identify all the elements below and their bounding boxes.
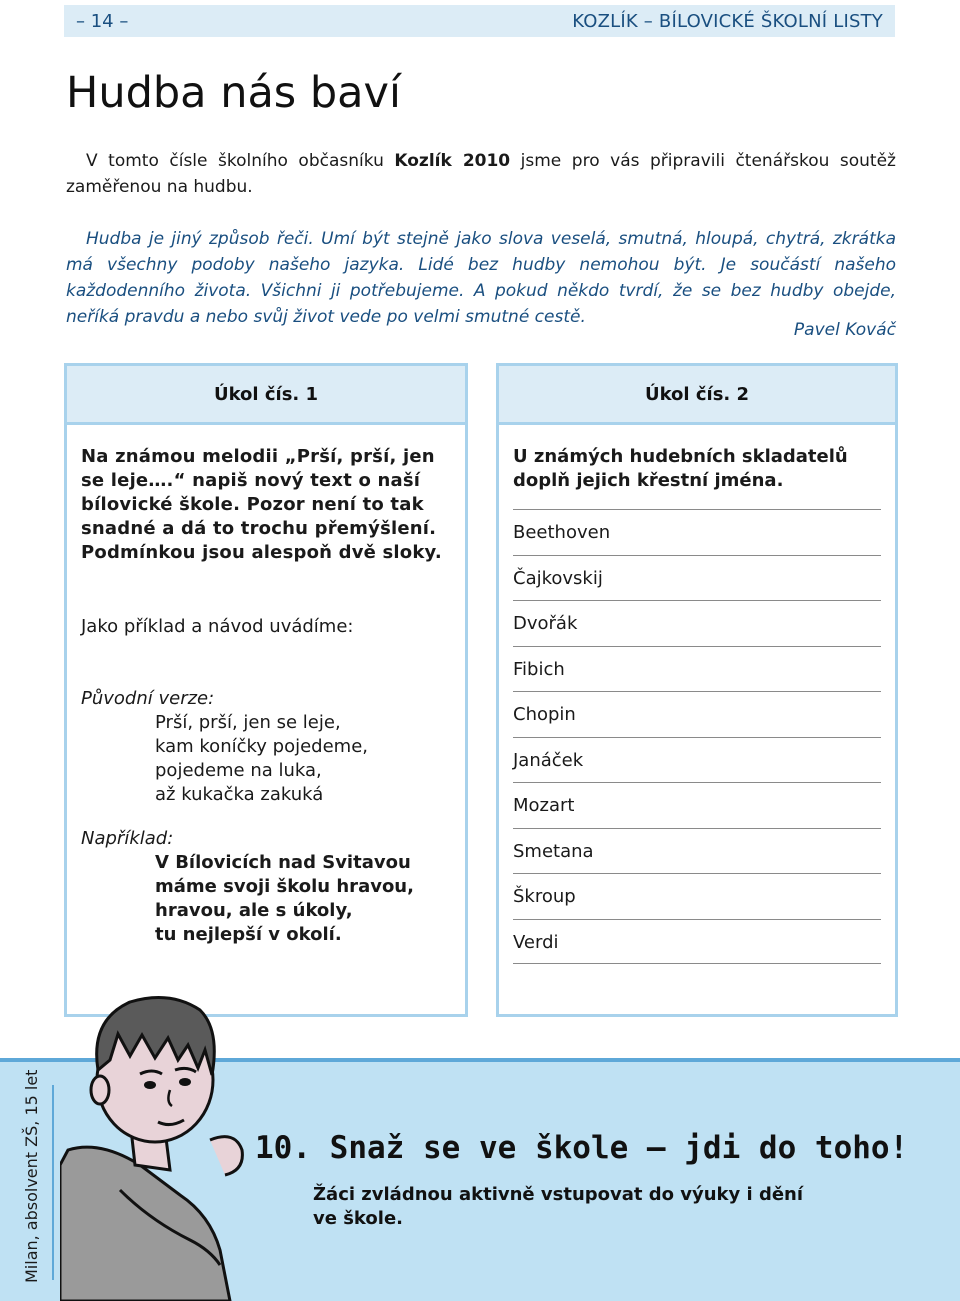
band-heading: 10. Snaž se ve škole – jdi do toho!: [255, 1130, 909, 1166]
example-intro: Jako příklad a návod uvádíme:: [81, 616, 354, 637]
task-2-heading: Úkol čís. 2: [499, 366, 895, 425]
composer-item: [513, 873, 881, 919]
example-label: Například:: [81, 828, 174, 849]
example-verse-line: máme svoji školu hravou,: [155, 876, 414, 897]
composer-item: [513, 782, 881, 828]
composer-name: Smetana: [513, 840, 594, 862]
side-divider: [52, 1085, 54, 1280]
composer-name: Čajkovskij: [513, 567, 603, 589]
composer-name: Chopin: [513, 704, 576, 725]
composer-item: [513, 737, 881, 783]
composer-name: Janáček: [513, 749, 584, 771]
quote-author: Pavel Kováč: [793, 320, 896, 340]
composer-name: Fibich: [513, 658, 565, 680]
task-2-body: [499, 425, 895, 964]
task-2-instruction: U známých hudebních skladatelů doplň jejich křestní jména.: [513, 446, 848, 491]
original-verse-line: až kukačka zakuká: [155, 784, 324, 805]
article-intro: [66, 148, 896, 200]
publication-title: KOZLÍK – BÍLOVICKÉ ŠKOLNÍ LISTY: [572, 11, 883, 32]
composer-item: [513, 600, 881, 646]
composer-name: Dvořák: [513, 613, 578, 634]
example-verse-line: V Bílovicích nad Svitavou: [155, 852, 411, 873]
composer-name: Verdi: [513, 931, 559, 953]
example-verse-line: hravou, ale s úkoly,: [155, 900, 353, 921]
original-verse-line: Prší, prší, jen se leje,: [155, 712, 341, 733]
band-text: Žáci zvládnou aktivně vstupovat do výuky i dění ve škole.: [313, 1184, 804, 1229]
page-header: [64, 5, 895, 37]
page-number: – 14 –: [76, 11, 129, 32]
composer-list: [513, 509, 881, 964]
task-1-heading: Úkol čís. 1: [67, 366, 465, 425]
composer-item: [513, 509, 881, 555]
example-verse-line: tu nejlepší v okolí.: [155, 924, 342, 945]
composer-item: [513, 646, 881, 692]
composer-name: Beethoven: [513, 522, 611, 543]
side-caption: Milan, absolvent ZŠ, 15 let: [22, 1069, 41, 1283]
boy-illustration: [60, 990, 250, 1301]
intro-bold-name: Kozlík 2010: [394, 151, 511, 171]
composer-item: [513, 919, 881, 965]
composer-name: Škroup: [513, 886, 576, 907]
intro-text-end: jsme pro vás připravili čtenářskou soutěž zaměřenou na hudbu.: [66, 151, 896, 197]
article-title: Hudba nás baví: [66, 68, 401, 118]
original-verse-line: kam koníčky pojedeme,: [155, 736, 368, 757]
task-2-box: [496, 363, 898, 1017]
task-1-box: [64, 363, 468, 1017]
original-verse-line: pojedeme na luka,: [155, 760, 322, 781]
composer-item: [513, 828, 881, 874]
intro-text-start: V tomto čísle školního občasníku: [86, 151, 395, 171]
composer-item: [513, 691, 881, 737]
task-1-instruction: Na známou melodii „Prší, prší, jen se leje….“ napiš nový text o naší bílovické škole. Pozor není to tak snadné a dá to trochu přemýšlení. Podmínkou jsou alespoň dvě sloky.: [81, 446, 442, 563]
article-quote: Hudba je jiný způsob řeči. Umí být stejně jako slova veselá, smutná, hloupá, chytrá, zkrátka má všechny podoby našeho jazyka. Lidé bez hudby nemohou být. Je součástí našeho každodenního života. Všichni ji potřebujeme. A pokud někdo tvrdí, že se bez hudby obejde, neříká pravdu a nebo svůj život vede po velmi smutné cestě.: [66, 229, 896, 327]
composer-name: Mozart: [513, 795, 575, 816]
task-1-body: [67, 425, 465, 947]
composer-item: [513, 555, 881, 601]
original-version-label: Původní verze:: [81, 688, 215, 709]
